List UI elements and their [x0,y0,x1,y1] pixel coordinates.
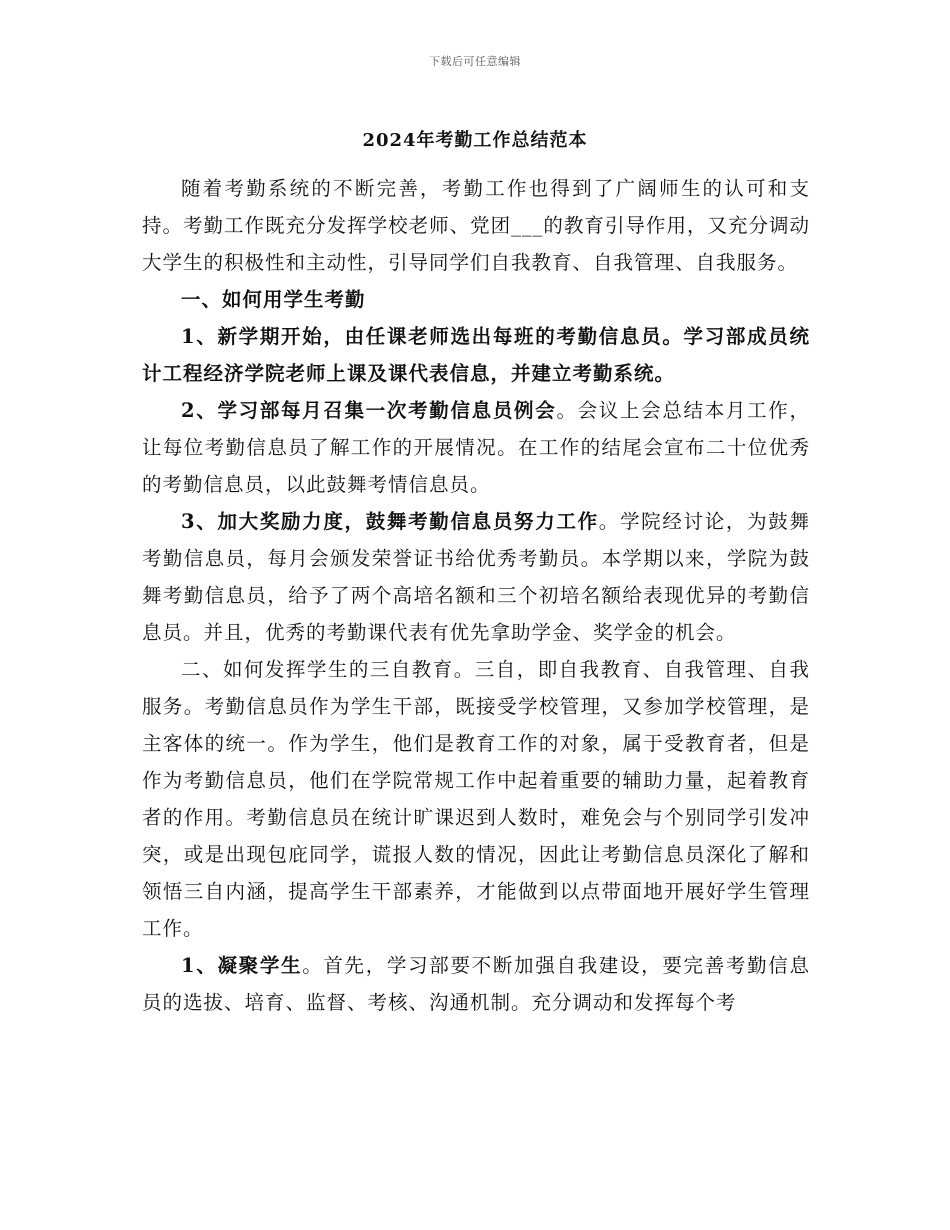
paragraph-section-2-item-1-lead: 1、凝聚学生 [181,954,303,977]
section-heading-1: 一、如何用学生考勤 [181,288,366,311]
paragraph-item-3-lead: 3、加大奖励力度，鼓舞考勤信息员努力工作 [181,510,599,533]
document-title: 2024年考勤工作总结范本 [362,130,588,151]
paragraph-item-3-text: 。学院经讨论，为鼓舞考勤信息员，每月会颁发荣誉证书给优秀考勤员。本学期以来，学院为鼓舞考勤信息员，给予了两个高培名额和三个初培名额给表现优异的考勤信息员。并且，优秀的考勤课代表有优先拿助学金、奖学金的机会。 [142,510,810,644]
paragraph-item-1: 1、新学期开始，由任课老师选出每班的考勤信息员。学习部成员统计工程经济学院老师上课及课代表信息，并建立考勤系统。 [142,325,810,385]
paragraph-section-2: 二、如何发挥学生的三自教育。三自，即自我教育、自我管理、自我服务。考勤信息员作为学生干部，既接受学校管理，又参加学校管理，是主客体的统一。作为学生，他们是教育工作的对象，属于受教育者，但是作为考勤信息员，他们在学院常规工作中起着重要的辅助力量，起着教育者的作用。考勤信息员在统计旷课迟到人数时，难免会与个别同学引发冲突，或是出现包庇同学，谎报人数的情况，因此让考勤信息员深化了解和领悟三自内涵，提高学生干部素养，才能做到以点带面地开展好学生管理工作。 [142,658,810,940]
document-body [142,170,810,1021]
paragraph-intro: 随着考勤系统的不断完善，考勤工作也得到了广阔师生的认可和支持。考勤工作既充分发挥学校老师、党团___的教育引导作用，又充分调动大学生的积极性和主动性，引导同学们自我教育、自我管理、自我服务。 [142,177,810,274]
paragraph-item-2 [142,392,810,503]
header-note: 下载后可任意编辑 [429,55,521,68]
paragraph-section-2-item-1 [142,947,810,1021]
paragraph-item-2-text: 。会议上会总结本月工作，让每位考勤信息员了解工作的开展情况。在工作的结尾会宣布二十位优秀的考勤信息员，以此鼓舞考情信息员。 [142,399,810,496]
paragraph-item-3 [142,503,810,651]
paragraph-item-2-lead: 2、学习部每月召集一次考勤信息员例会 [181,399,557,422]
paragraph-section-2-item-1-text: 。首先，学习部要不断加强自我建设，要完善考勤信息员的选拔、培育、监督、考核、沟通机制。充分调动和发挥每个考 [142,954,810,1014]
